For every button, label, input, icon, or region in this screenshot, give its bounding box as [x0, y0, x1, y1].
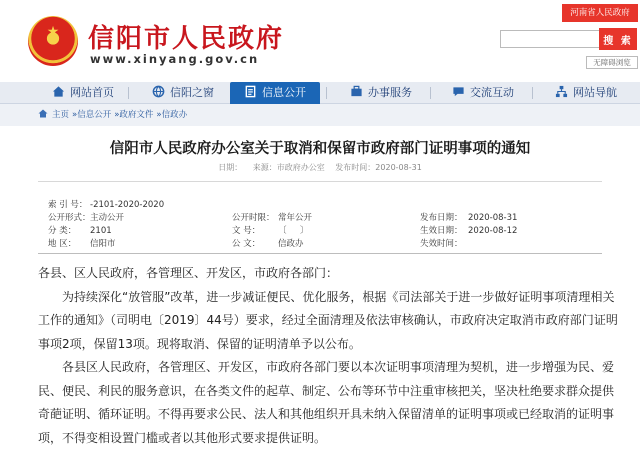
- chat-icon: [452, 85, 465, 98]
- info-label: 文 号：: [232, 226, 261, 236]
- search-button[interactable]: 搜 索: [599, 28, 637, 50]
- info-label: 公 文：: [232, 239, 261, 249]
- meta-publish-time: 发布时间：2020-08-31: [335, 163, 422, 172]
- nav-item-home[interactable]: [52, 82, 114, 104]
- breadcrumb: [0, 104, 640, 126]
- doc-number-open: 〔: [278, 226, 287, 236]
- nav-item-services[interactable]: [350, 82, 412, 104]
- article-meta: [0, 162, 640, 173]
- info-label: 分 类：: [48, 226, 77, 236]
- breadcrumb-home[interactable]: 主页: [52, 110, 70, 120]
- site-url: www.xinyang.gov.cn: [90, 52, 260, 66]
- body-salutation: 各县、区人民政府，各管理区、开发区，市政府各部门：: [38, 266, 339, 280]
- body-paragraph: 各县区人民政府，各管理区、开发区，市政府各部门要以本次证明事项清理为契机，进一步增强为民、爱民、便民、利民的服务意识，在各类文件的起草、制定、公布等环节中注重审核把关，坚决杜绝要求群众提供奇葩证明、循环证明。不得再要求公民、法人和其他组织开具未纳入保留清单的证明事项或已经取消的证明事项，不得变相设置门槛或者以其他形式要求提供证明。: [38, 360, 615, 445]
- home-icon: [38, 109, 48, 118]
- nav-label: 信息公开: [262, 86, 306, 99]
- info-label: 发布日期：: [420, 213, 463, 223]
- nav-item-info-public[interactable]: [230, 82, 320, 104]
- nav-label: 网站导航: [573, 86, 617, 99]
- body-paragraph: 为持续深化“放管服”改革，进一步减证便民、优化服务，根据《司法部关于进一步做好证明事项清理相关工作的通知》（司明电〔2019〕44号）要求，经过全面清理及依法审核确认，市政府决定取消市政府部门证明事项2项，保留13项。现将取消、保留的证明清单予以公布。: [38, 289, 618, 351]
- publish-date: 2020-08-31: [468, 213, 518, 223]
- main-nav: [0, 82, 640, 104]
- doc-number-close: 〕: [300, 226, 309, 236]
- info-label: 失效时间：: [420, 239, 463, 249]
- site-title[interactable]: 信阳市人民政府: [88, 24, 285, 54]
- nav-item-sitemap[interactable]: [555, 82, 617, 104]
- site-header: [0, 0, 640, 80]
- info-label: 公开时限：: [232, 213, 275, 223]
- info-label: 索 引 号：: [48, 200, 88, 210]
- article-title: 信阳市人民政府办公室关于取消和保留市政府部门证明事项的通知: [109, 141, 531, 157]
- public-time: 常年公开: [278, 213, 313, 223]
- document-icon: [244, 85, 257, 98]
- region: 信阳市: [90, 239, 116, 249]
- effective-date: 2020-08-12: [468, 226, 518, 236]
- info-row: [38, 226, 602, 237]
- home-icon: [52, 85, 65, 98]
- nav-item-interaction[interactable]: [452, 82, 514, 104]
- info-row: [38, 239, 602, 250]
- nav-label: 信阳之窗: [170, 86, 214, 99]
- sitemap-icon: [555, 85, 568, 98]
- info-label: 地 区：: [48, 239, 77, 249]
- public-form: 主动公开: [90, 213, 125, 223]
- globe-icon: [152, 85, 165, 98]
- nav-label: 网站首页: [70, 86, 114, 99]
- info-row: [38, 213, 602, 224]
- info-label: 生效日期：: [420, 226, 463, 236]
- article-body: [38, 262, 620, 450]
- barrier-free-button[interactable]: 无障碍浏览: [586, 56, 638, 69]
- province-gov-link[interactable]: 河南省人民政府: [562, 4, 638, 22]
- search-input[interactable]: [500, 30, 599, 48]
- nav-item-xinyang-window[interactable]: [152, 82, 214, 104]
- breadcrumb-gov-docs[interactable]: »政府文件: [114, 110, 154, 120]
- category: 2101: [90, 226, 112, 236]
- info-label: 公开形式：: [48, 213, 91, 223]
- service-icon: [350, 85, 363, 98]
- document-info-table: [38, 200, 602, 250]
- meta-source: 来源：市政府办公室: [252, 163, 325, 172]
- breadcrumb-xinzhengban[interactable]: »信政办: [156, 110, 188, 120]
- issuing-org: 信政办: [278, 239, 304, 249]
- divider: [38, 181, 602, 182]
- nav-label: 办事服务: [368, 86, 412, 99]
- breadcrumb-info-public[interactable]: »信息公开: [72, 110, 112, 120]
- index-number: -2101-2020-2020: [90, 200, 165, 210]
- national-emblem-icon: ★: [28, 16, 78, 66]
- meta-date-label: 日期：: [218, 163, 243, 172]
- nav-label: 交流互动: [470, 86, 514, 99]
- divider: [38, 253, 602, 254]
